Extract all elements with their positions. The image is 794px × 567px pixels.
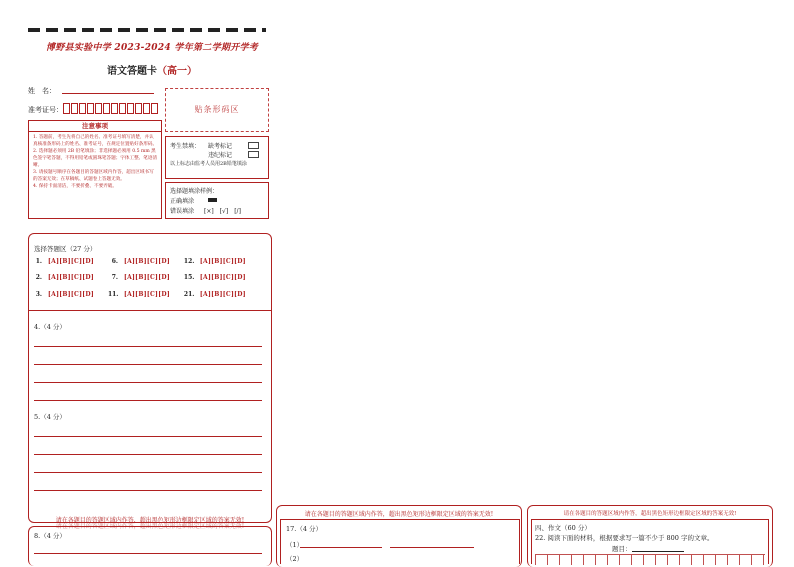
notice-item: 3. 请按题号顺序在各题目的答题区域内作答，超出区域书写的答案无效；在草稿纸、试题卷上答题无效。 (33, 170, 154, 182)
answer-line[interactable] (34, 490, 262, 491)
name-label: 姓 名： (28, 87, 56, 95)
answer-line[interactable] (390, 547, 474, 548)
q4-label: 4.（4 分） (34, 323, 66, 331)
name-field[interactable] (62, 93, 154, 94)
exam-no-label: 准考证号： (28, 106, 63, 114)
q-number: 21. (183, 291, 195, 298)
answer-line[interactable] (300, 547, 382, 548)
card-title-text: 语文答题卡 (107, 66, 157, 77)
mc-row[interactable] (32, 274, 246, 281)
answer-line[interactable] (34, 400, 262, 401)
topic-line[interactable] (632, 551, 684, 552)
correct-fill-sample (208, 198, 217, 202)
mc-options: [A][B][C][D] (199, 291, 246, 298)
q17-label: 17.（4 分） (286, 525, 323, 533)
mc-options: [A][B][C][D] (48, 258, 95, 265)
mc-title: 选择答题区（27 分） (34, 245, 97, 253)
barcode-label: 贴条形码区 (194, 105, 240, 114)
q-number: 3. (35, 291, 42, 298)
mc-options: [A][B][C][D] (123, 291, 170, 298)
mc-options: [A][B][C][D] (123, 274, 170, 281)
mc-options: [A][B][C][D] (123, 258, 170, 265)
notice-item: 2. 选择题必须用 2B 铅笔填涂；非选择题必须用 0.5 mm 黑色签字笔答题，不得用铅笔或圆珠笔答题；字体工整、笔迹清晰。 (33, 149, 158, 168)
q-number: 15. (183, 274, 195, 281)
answer-line[interactable] (34, 382, 262, 383)
fill-example-box (165, 182, 269, 219)
area-warning-banner: 请在各题目的答题区域内作答，超出黑色矩形边框限定区域的答案无效! (304, 511, 494, 518)
card-title (28, 62, 276, 77)
q-number: 12. (183, 258, 195, 265)
absent-checkbox[interactable] (248, 142, 259, 149)
notice-title: 注意事项 (29, 121, 161, 132)
mc-options: [A][B][C][D] (48, 291, 95, 298)
essay-grid[interactable] (535, 554, 765, 565)
answer-line[interactable] (34, 454, 262, 455)
mc-options: [A][B][C][D] (48, 274, 95, 281)
mc-row[interactable] (32, 291, 246, 298)
answer-line[interactable] (34, 364, 262, 365)
essay-prompt: 22. 阅读下面的材料，根据要求写一篇不少于 800 字的文章。 (535, 534, 714, 542)
candidate-label: 考生禁填： (170, 143, 201, 150)
top-dash-bar (28, 28, 266, 32)
wrong-fill-samples: [×] [√] [/] (204, 208, 241, 215)
q-number: 1. (35, 258, 42, 265)
mc-row[interactable] (32, 258, 246, 265)
q17-sub1: （1） (286, 541, 304, 549)
topic-label: 题目： (612, 545, 632, 553)
answer-line[interactable] (34, 346, 262, 347)
notice-item: 1. 答题前，考生先将自己的姓名、准考证号填写清楚，并认真核准条形码上的姓名、准考证号，在规定位置贴好条形码。 (33, 135, 158, 147)
section-divider (28, 310, 272, 311)
notice-box (28, 120, 162, 219)
essay-section-title: 四、作文（60 分） (535, 524, 591, 532)
grade-label: （高一） (157, 66, 197, 77)
school-title: 博野县实验中学 2023-2024 学年第二学期开学考 (45, 43, 259, 53)
candidate-marks-box (165, 136, 269, 179)
answer-line[interactable] (34, 553, 262, 554)
marks-note: 以上标志由监考人员用2B铅笔填涂 (170, 161, 247, 167)
area-warning-banner: 请在各题目的答题区域内作答，超出黑色矩形边框限定区域的答案无效! (563, 511, 737, 517)
barcode-area (165, 88, 269, 132)
cheat-label: 违纪标记 (208, 152, 233, 159)
q5-label: 5.（4 分） (34, 413, 66, 421)
q-number: 7. (111, 274, 118, 281)
cheat-checkbox[interactable] (248, 151, 259, 158)
notice-item: 4. 保持卡面清洁，不要折叠、不要弄破。 (33, 184, 117, 189)
q17-sub2: （2） (286, 555, 304, 563)
q8-label: 8.（4 分） (34, 532, 66, 540)
answer-line[interactable] (34, 436, 262, 437)
absent-label: 缺考标记 (208, 143, 233, 150)
q-number: 11. (107, 291, 119, 298)
q-number: 2. (35, 274, 42, 281)
wrong-fill-label: 错误填涂 (170, 208, 195, 215)
mc-options: [A][B][C][D] (199, 258, 246, 265)
fill-example-title: 选择题填涂样例： (170, 188, 219, 195)
answer-line[interactable] (34, 472, 262, 473)
mc-options: [A][B][C][D] (199, 274, 246, 281)
q-number: 6. (111, 258, 118, 265)
area-warning-banner: 请在各题目的答题区域内作答，超出黑色矩形边框限定区域的答案无效! (55, 523, 245, 530)
correct-fill-label: 正确填涂 (170, 198, 195, 205)
area-warning-banner: 请在各题目的答题区域内作答，超出黑色矩形边框限定区域的答案无效! (55, 517, 245, 524)
